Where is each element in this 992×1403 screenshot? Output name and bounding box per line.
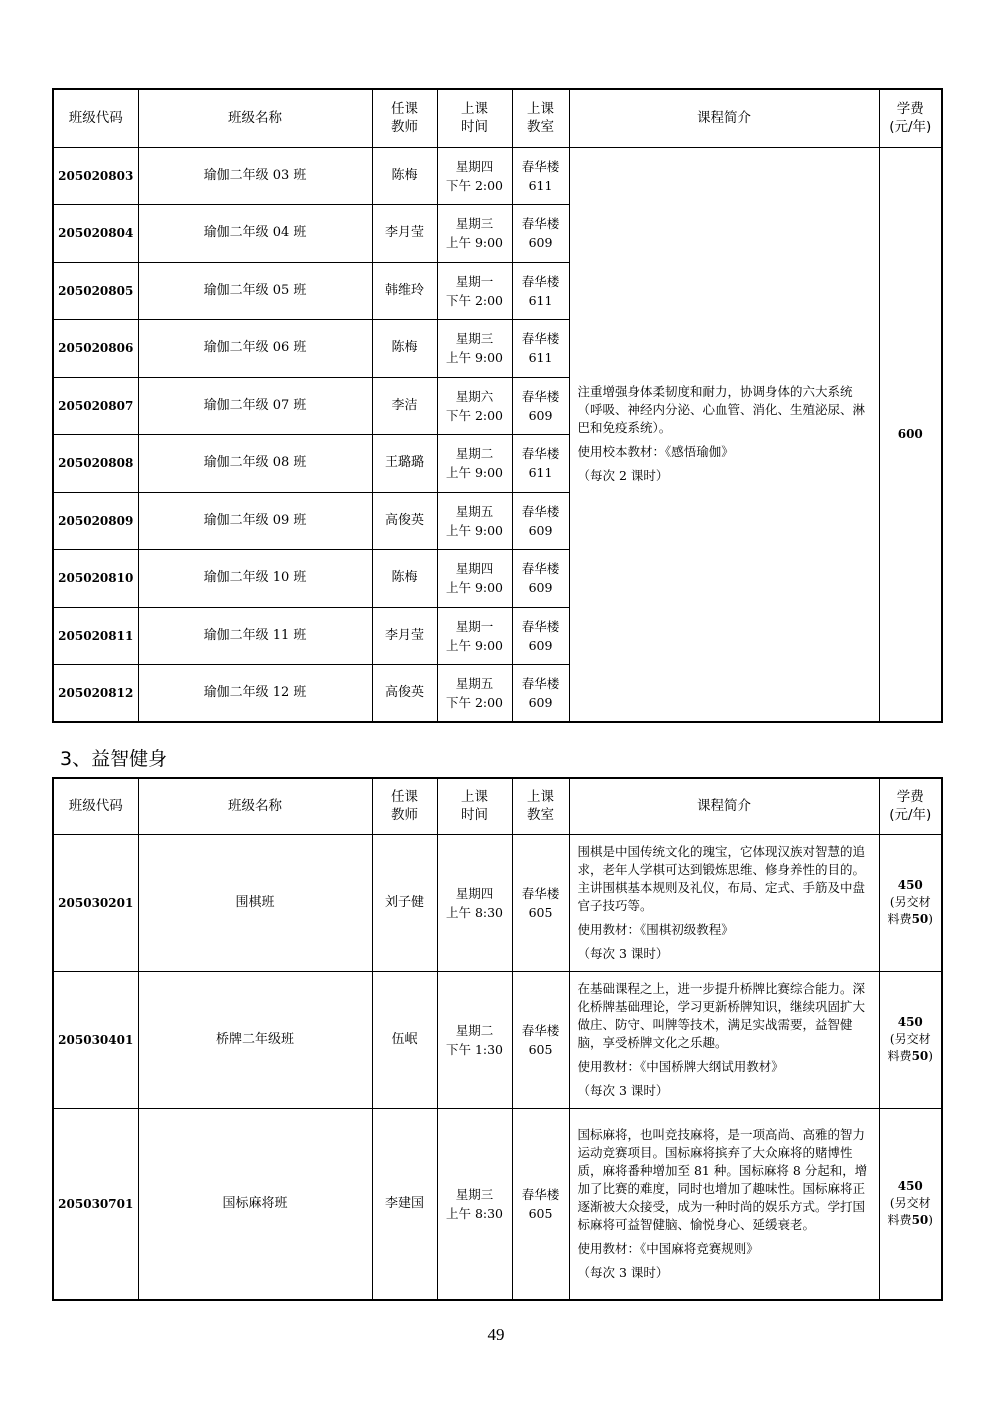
class-name: 瑜伽二年级 06 班 bbox=[138, 320, 372, 378]
class-name: 瑜伽二年级 12 班 bbox=[138, 665, 372, 723]
class-code: 205020808 bbox=[53, 435, 138, 493]
class-name: 瑜伽二年级 04 班 bbox=[138, 205, 372, 263]
fee-note-line2 bbox=[883, 1212, 939, 1229]
clock-time: 上午 8:30 bbox=[445, 904, 504, 920]
fee-note-line1: (另交材 bbox=[889, 1032, 931, 1046]
room-number: 609 bbox=[528, 522, 553, 538]
header-room: 上课 教室 bbox=[512, 778, 569, 834]
teacher: 陈梅 bbox=[372, 550, 437, 608]
weekday: 星期二 bbox=[455, 446, 494, 462]
classroom bbox=[512, 377, 569, 435]
building: 春华楼 bbox=[521, 1022, 560, 1038]
class-code: 205020803 bbox=[53, 147, 138, 205]
table-header-row bbox=[53, 89, 942, 147]
classroom bbox=[512, 834, 569, 971]
table-row bbox=[53, 147, 942, 205]
class-code: 205020810 bbox=[53, 550, 138, 608]
textbook: 使用教材：《围棋初级教程》 bbox=[577, 921, 734, 937]
weekday: 星期四 bbox=[455, 561, 494, 577]
clock-time: 下午 2:00 bbox=[445, 292, 504, 308]
class-time bbox=[437, 435, 512, 493]
teacher: 李洁 bbox=[372, 377, 437, 435]
classroom bbox=[512, 971, 569, 1108]
building: 春华楼 bbox=[521, 1186, 560, 1202]
building: 春华楼 bbox=[521, 676, 560, 691]
classroom bbox=[512, 607, 569, 665]
classroom bbox=[512, 1108, 569, 1300]
teacher: 王璐璐 bbox=[372, 435, 437, 493]
textbook: 使用教材：《中国麻将竞赛规则》 bbox=[577, 1240, 759, 1256]
room-number: 609 bbox=[528, 580, 553, 596]
intro-text: 在基础课程之上，进一步提升桥牌比赛综合能力。深化桥牌基础理论，学习更新桥牌知识，继续巩固扩大做庄、防守、叫牌等技术，满足实战需要，益智健脑，享受桥牌文化之乐趣。 bbox=[577, 980, 866, 1050]
header-intro: 课程简介 bbox=[569, 778, 879, 834]
teacher: 刘子健 bbox=[372, 834, 437, 971]
course-intro bbox=[569, 147, 879, 722]
fee-note-line2 bbox=[883, 911, 939, 928]
room-number: 609 bbox=[528, 235, 553, 251]
fee-amount: 450 bbox=[897, 878, 923, 892]
weekday: 星期四 bbox=[455, 158, 494, 174]
building: 春华楼 bbox=[521, 885, 560, 901]
fee-note-label: 料费 bbox=[887, 1049, 912, 1063]
material-fee-amount: 50 bbox=[911, 1213, 929, 1228]
room-number: 609 bbox=[528, 637, 553, 653]
room-number: 611 bbox=[528, 292, 553, 308]
weekday: 星期一 bbox=[455, 618, 494, 634]
teacher: 高俊英 bbox=[372, 492, 437, 550]
class-name: 瑜伽二年级 03 班 bbox=[138, 147, 372, 205]
header-room: 上课 教室 bbox=[512, 89, 569, 147]
class-name: 瑜伽二年级 07 班 bbox=[138, 377, 372, 435]
weekday: 星期三 bbox=[455, 1186, 494, 1202]
weekday: 星期五 bbox=[455, 503, 494, 519]
header-name: 班级名称 bbox=[138, 778, 372, 834]
sessions: （每次 3 课时） bbox=[577, 1082, 669, 1098]
classroom bbox=[512, 435, 569, 493]
material-fee-amount: 50 bbox=[911, 1049, 929, 1063]
header-time: 上课 时间 bbox=[437, 778, 512, 834]
weekday: 星期三 bbox=[455, 216, 494, 232]
fee-note-label: 料费 bbox=[887, 912, 912, 926]
building: 春华楼 bbox=[521, 273, 560, 289]
teacher: 伍岷 bbox=[372, 971, 437, 1108]
header-time: 上课 时间 bbox=[437, 89, 512, 147]
building: 春华楼 bbox=[521, 561, 560, 577]
header-fee: 学费 (元/年) bbox=[879, 778, 942, 834]
course-intro bbox=[569, 834, 879, 971]
teacher: 李建国 bbox=[372, 1108, 437, 1300]
teacher: 陈梅 bbox=[372, 320, 437, 378]
class-time bbox=[437, 262, 512, 320]
header-teacher: 任课 教师 bbox=[372, 778, 437, 834]
weekday: 星期四 bbox=[455, 885, 494, 901]
room-number: 611 bbox=[528, 350, 553, 366]
teacher: 陈梅 bbox=[372, 147, 437, 205]
class-time bbox=[437, 834, 512, 971]
class-code: 205030401 bbox=[53, 971, 138, 1108]
room-number: 609 bbox=[528, 407, 553, 423]
clock-time: 上午 9:00 bbox=[445, 522, 504, 538]
tuition-fee bbox=[879, 971, 942, 1108]
building: 春华楼 bbox=[521, 388, 560, 404]
table-row bbox=[53, 971, 942, 1108]
room-number: 605 bbox=[528, 1041, 553, 1057]
fee-note-end: ) bbox=[928, 912, 933, 926]
class-time bbox=[437, 377, 512, 435]
fee-note-end: ) bbox=[928, 1049, 933, 1063]
header-fee: 学费 (元/年) bbox=[879, 89, 942, 147]
header-teacher: 任课 教师 bbox=[372, 89, 437, 147]
class-name: 瑜伽二年级 08 班 bbox=[138, 435, 372, 493]
fee-note-end: ) bbox=[928, 1213, 933, 1228]
sessions: （每次 3 课时） bbox=[577, 945, 669, 961]
weekday: 星期六 bbox=[455, 388, 494, 404]
classroom bbox=[512, 147, 569, 205]
intro-text: 围棋是中国传统文化的瑰宝，它体现汉族对智慧的追求，老年人学棋可达到锻炼思维、修身养性的目的。主讲围棋基本规则及礼仪，布局、定式、手筋及中盘官子技巧等。 bbox=[577, 843, 866, 913]
course-intro bbox=[569, 1108, 879, 1300]
class-code: 205020804 bbox=[53, 205, 138, 263]
fee-note-label: 料费 bbox=[887, 1213, 912, 1228]
room-number: 611 bbox=[528, 465, 553, 481]
puzzle-fitness-table bbox=[52, 777, 943, 1301]
classroom bbox=[512, 320, 569, 378]
clock-time: 上午 9:00 bbox=[445, 350, 504, 366]
class-code: 205020811 bbox=[53, 607, 138, 665]
class-code: 205020806 bbox=[53, 320, 138, 378]
room-number: 605 bbox=[528, 904, 553, 920]
fee-note-line1: (另交材 bbox=[889, 895, 931, 909]
class-time bbox=[437, 320, 512, 378]
header-name: 班级名称 bbox=[138, 89, 372, 147]
class-time bbox=[437, 205, 512, 263]
room-number: 611 bbox=[528, 177, 553, 193]
tuition-fee bbox=[879, 834, 942, 971]
class-time bbox=[437, 607, 512, 665]
section-title: 3、益智健身 bbox=[60, 748, 168, 770]
sessions: （每次 3 课时） bbox=[577, 1264, 669, 1280]
classroom bbox=[512, 550, 569, 608]
clock-time: 下午 2:00 bbox=[445, 695, 504, 710]
header-code: 班级代码 bbox=[53, 89, 138, 147]
clock-time: 上午 8:30 bbox=[445, 1205, 504, 1221]
table-header-row bbox=[53, 778, 942, 834]
table-row bbox=[53, 834, 942, 971]
classroom bbox=[512, 205, 569, 263]
textbook: 使用教材：《中国桥牌大纲试用教材》 bbox=[577, 1058, 784, 1074]
class-time bbox=[437, 492, 512, 550]
room-number: 609 bbox=[528, 695, 553, 710]
clock-time: 上午 9:00 bbox=[445, 465, 504, 481]
table-row bbox=[53, 1108, 942, 1300]
teacher: 高俊英 bbox=[372, 665, 437, 723]
class-time bbox=[437, 147, 512, 205]
yoga-classes-table bbox=[52, 88, 943, 723]
class-code: 205020809 bbox=[53, 492, 138, 550]
intro-text: 国标麻将，也叫竞技麻将，是一项高尚、高雅的智力运动竞赛项目。国标麻将摈弃了大众麻将的赌博性质，麻将番种增加至 81 种。国标麻将 8 分起和，增加了比赛的难度，同时也增加了趣味性。国标麻将正逐渐被大众接受，成为一种时尚的娱乐方式。学打国标麻将可益智健脑、愉悦身心、延缓衰老。 bbox=[577, 1126, 868, 1232]
textbook: 使用校本教材：《感悟瑜伽》 bbox=[577, 444, 734, 460]
weekday: 星期五 bbox=[455, 676, 494, 691]
teacher: 李月莹 bbox=[372, 205, 437, 263]
intro-text: 注重增强身体柔韧度和耐力，协调身体的六大系统（呼吸、神经内分泌、心血管、消化、生殖泌尿、淋巴和免疫系统）。 bbox=[577, 384, 866, 436]
tuition-fee: 600 bbox=[879, 147, 942, 722]
classroom bbox=[512, 492, 569, 550]
fee-amount: 450 bbox=[897, 1015, 923, 1029]
class-name: 围棋班 bbox=[138, 834, 372, 971]
material-fee-amount: 50 bbox=[911, 912, 929, 926]
class-code: 205020807 bbox=[53, 377, 138, 435]
building: 春华楼 bbox=[521, 331, 560, 347]
page-number: 49 bbox=[487, 1325, 505, 1344]
class-name: 瑜伽二年级 09 班 bbox=[138, 492, 372, 550]
header-intro: 课程简介 bbox=[569, 89, 879, 147]
class-name: 桥牌二年级班 bbox=[138, 971, 372, 1108]
class-code: 205030701 bbox=[53, 1108, 138, 1300]
teacher: 李月莹 bbox=[372, 607, 437, 665]
header-code: 班级代码 bbox=[53, 778, 138, 834]
class-code: 205020812 bbox=[53, 665, 138, 723]
teacher: 韩维玲 bbox=[372, 262, 437, 320]
building: 春华楼 bbox=[521, 158, 560, 174]
weekday: 星期一 bbox=[455, 273, 494, 289]
clock-time: 下午 1:30 bbox=[445, 1041, 504, 1057]
fee-amount: 450 bbox=[897, 1179, 923, 1194]
class-time bbox=[437, 1108, 512, 1300]
class-time bbox=[437, 550, 512, 608]
building: 春华楼 bbox=[521, 446, 560, 462]
building: 春华楼 bbox=[521, 503, 560, 519]
classroom bbox=[512, 665, 569, 723]
clock-time: 下午 2:00 bbox=[445, 407, 504, 423]
tuition-fee bbox=[879, 1108, 942, 1300]
clock-time: 上午 9:00 bbox=[445, 637, 504, 653]
class-name: 国标麻将班 bbox=[138, 1108, 372, 1300]
weekday: 星期二 bbox=[455, 1022, 494, 1038]
building: 春华楼 bbox=[521, 618, 560, 634]
building: 春华楼 bbox=[521, 216, 560, 232]
clock-time: 下午 2:00 bbox=[445, 177, 504, 193]
class-code: 205030201 bbox=[53, 834, 138, 971]
class-time bbox=[437, 665, 512, 723]
weekday: 星期三 bbox=[455, 331, 494, 347]
class-code: 205020805 bbox=[53, 262, 138, 320]
fee-note-line2 bbox=[883, 1048, 939, 1065]
class-name: 瑜伽二年级 05 班 bbox=[138, 262, 372, 320]
clock-time: 上午 9:00 bbox=[445, 580, 504, 596]
fee-note-line1: (另交材 bbox=[889, 1196, 931, 1211]
clock-time: 上午 9:00 bbox=[445, 235, 504, 251]
sessions: （每次 2 课时） bbox=[577, 468, 669, 484]
class-name: 瑜伽二年级 10 班 bbox=[138, 550, 372, 608]
classroom bbox=[512, 262, 569, 320]
class-name: 瑜伽二年级 11 班 bbox=[138, 607, 372, 665]
course-intro bbox=[569, 971, 879, 1108]
room-number: 605 bbox=[528, 1205, 553, 1221]
class-time bbox=[437, 971, 512, 1108]
